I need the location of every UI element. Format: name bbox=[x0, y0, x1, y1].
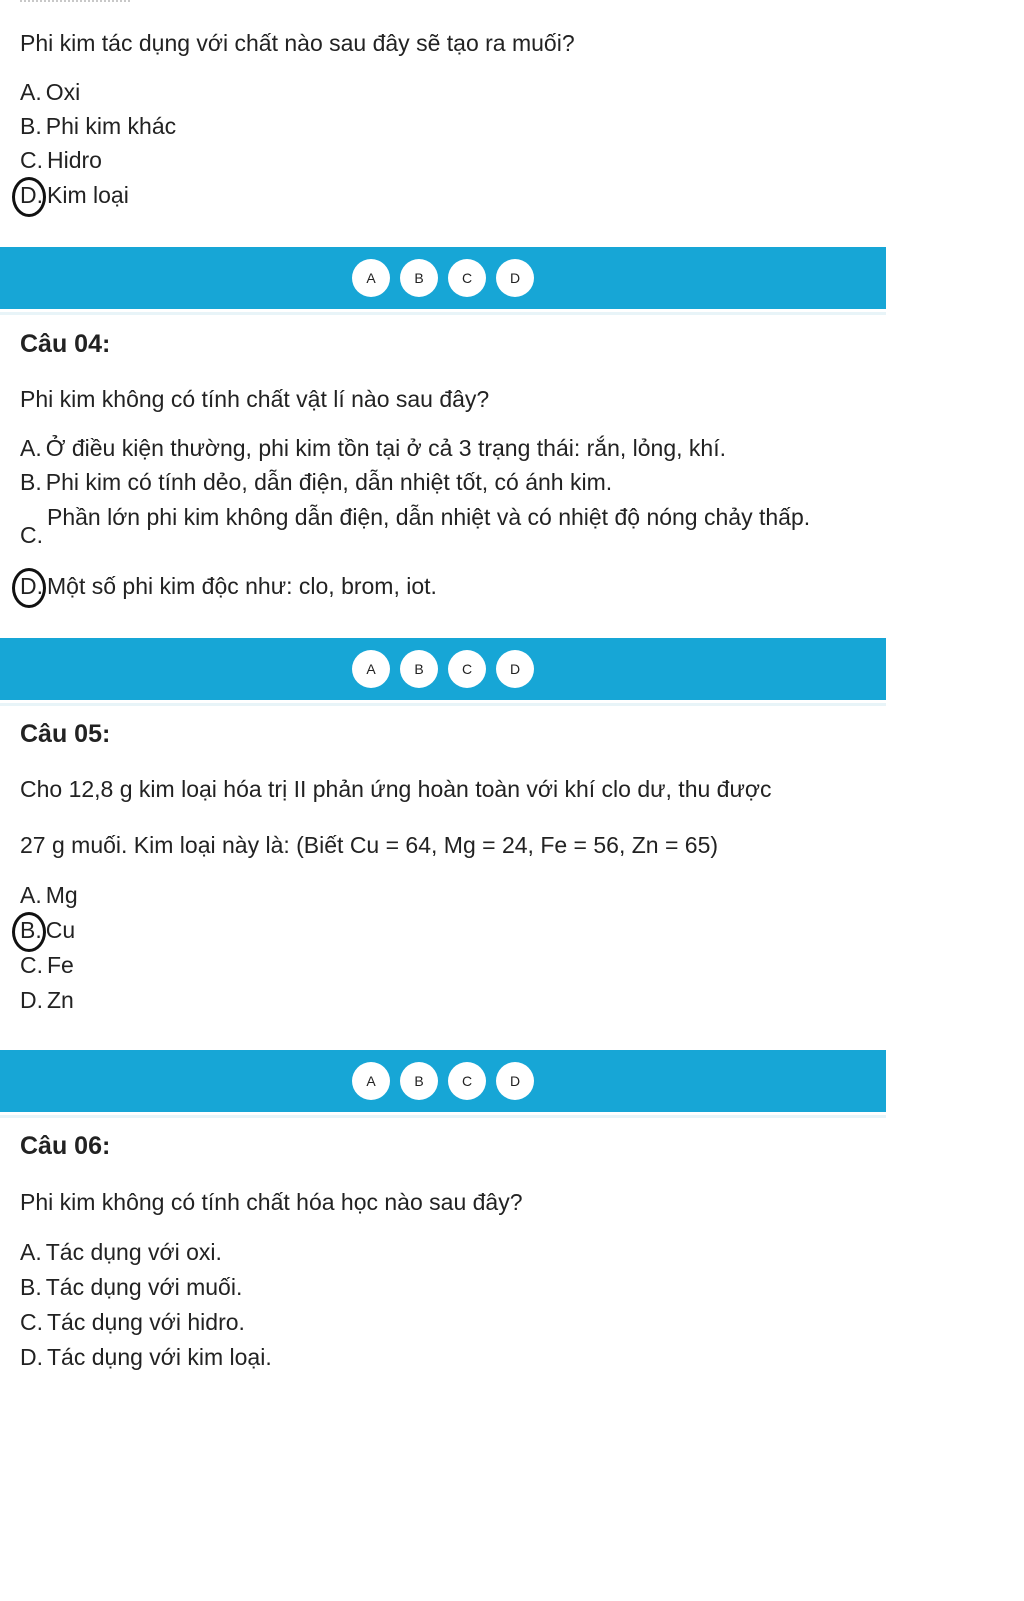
option-letter-circled: D. bbox=[20, 182, 43, 208]
option-letter: C. bbox=[20, 147, 43, 173]
q6-option-d[interactable] bbox=[20, 1342, 880, 1372]
option-text: Fe bbox=[47, 952, 74, 978]
q5-option-a[interactable] bbox=[20, 880, 880, 910]
option-text: Tác dụng với hidro. bbox=[47, 1309, 245, 1335]
option-text: Mg bbox=[45, 882, 78, 908]
option-letter: C. bbox=[20, 522, 43, 548]
option-text: Tác dụng với kim loại. bbox=[47, 1344, 272, 1370]
answer-button-c[interactable]: C bbox=[448, 1062, 486, 1100]
option-letter: D. bbox=[20, 987, 43, 1013]
option-letter: A. bbox=[20, 1239, 42, 1265]
option-letter: B. bbox=[20, 1274, 42, 1300]
answer-button-d[interactable]: D bbox=[496, 259, 534, 297]
option-text: Kim loại bbox=[47, 182, 129, 208]
answer-button-c[interactable]: C bbox=[448, 650, 486, 688]
answer-button-a[interactable]: A bbox=[352, 650, 390, 688]
q5-option-c[interactable] bbox=[20, 950, 880, 980]
question-6-text: Phi kim không có tính chất hóa học nào sau đây? bbox=[20, 1189, 523, 1215]
q3-option-a[interactable] bbox=[20, 77, 880, 107]
option-letter: B. bbox=[20, 469, 42, 495]
option-letter: A. bbox=[20, 79, 42, 105]
option-letter: B. bbox=[20, 113, 42, 139]
answer-button-b[interactable]: B bbox=[400, 1062, 438, 1100]
option-text: Tác dụng với oxi. bbox=[45, 1239, 222, 1265]
q3-option-b[interactable] bbox=[20, 111, 880, 141]
option-letter: A. bbox=[20, 435, 42, 461]
option-letter-circled: D. bbox=[20, 573, 43, 599]
option-text: Ở điều kiện thường, phi kim tồn tại ở cả 3 trạng thái: rắn, lỏng, khí. bbox=[45, 435, 726, 461]
q5-option-b[interactable] bbox=[20, 915, 880, 945]
q6-option-c[interactable] bbox=[20, 1307, 880, 1337]
option-text: Hidro bbox=[47, 147, 102, 173]
question-5-text-line2: 27 g muối. Kim loại này là: (Biết Cu = 64, Mg = 24, Fe = 56, Zn = 65) bbox=[20, 832, 719, 858]
top-divider bbox=[20, 0, 130, 8]
option-letter-circled: B. bbox=[20, 917, 42, 943]
q4-option-a[interactable] bbox=[20, 433, 880, 463]
q4-option-d[interactable] bbox=[20, 571, 880, 601]
question-5-text-line1: Cho 12,8 g kim loại hóa trị II phản ứng hoàn toàn với khí clo dư, thu được bbox=[20, 776, 772, 802]
option-letter: C. bbox=[20, 1309, 43, 1335]
option-text: Phi kim khác bbox=[45, 113, 177, 139]
answer-bar-q5 bbox=[0, 1050, 886, 1112]
answer-button-b[interactable]: B bbox=[400, 259, 438, 297]
answer-bar-q3 bbox=[0, 247, 886, 309]
answer-button-a[interactable]: A bbox=[352, 259, 390, 297]
q3-option-c[interactable] bbox=[20, 145, 880, 175]
question-3-text: Phi kim tác dụng với chất nào sau đây sẽ tạo ra muối? bbox=[20, 30, 575, 56]
question-5-number: Câu 05: bbox=[20, 720, 111, 748]
answer-button-c[interactable]: C bbox=[448, 259, 486, 297]
option-text: Phi kim có tính dẻo, dẫn điện, dẫn nhiệt tốt, có ánh kim. bbox=[45, 469, 613, 495]
question-4-number: Câu 04: bbox=[20, 330, 111, 358]
answer-button-d[interactable]: D bbox=[496, 1062, 534, 1100]
option-text: Một số phi kim độc như: clo, brom, iot. bbox=[47, 573, 437, 599]
answer-button-a[interactable]: A bbox=[352, 1062, 390, 1100]
answer-button-b[interactable]: B bbox=[400, 650, 438, 688]
option-text: Oxi bbox=[45, 79, 81, 105]
q5-option-d[interactable] bbox=[20, 985, 880, 1015]
option-letter: D. bbox=[20, 1344, 43, 1370]
option-text: Tác dụng với muối. bbox=[45, 1274, 243, 1300]
q3-option-d[interactable] bbox=[20, 180, 880, 210]
answer-bar-q4 bbox=[0, 638, 886, 700]
answer-button-d[interactable]: D bbox=[496, 650, 534, 688]
option-text: Zn bbox=[47, 987, 74, 1013]
q4-option-b[interactable] bbox=[20, 467, 880, 497]
q6-option-b[interactable] bbox=[20, 1272, 880, 1302]
question-4-text: Phi kim không có tính chất vật lí nào sau đây? bbox=[20, 386, 490, 412]
q4-option-c[interactable] bbox=[20, 502, 880, 550]
question-6-number: Câu 06: bbox=[20, 1132, 111, 1160]
option-text: Cu bbox=[45, 917, 76, 943]
option-letter: C. bbox=[20, 952, 43, 978]
q6-option-a[interactable] bbox=[20, 1237, 880, 1267]
option-letter: A. bbox=[20, 882, 42, 908]
option-text: Phần lớn phi kim không dẫn điện, dẫn nhiệt và có nhiệt độ nóng chảy thấp. bbox=[47, 504, 811, 530]
